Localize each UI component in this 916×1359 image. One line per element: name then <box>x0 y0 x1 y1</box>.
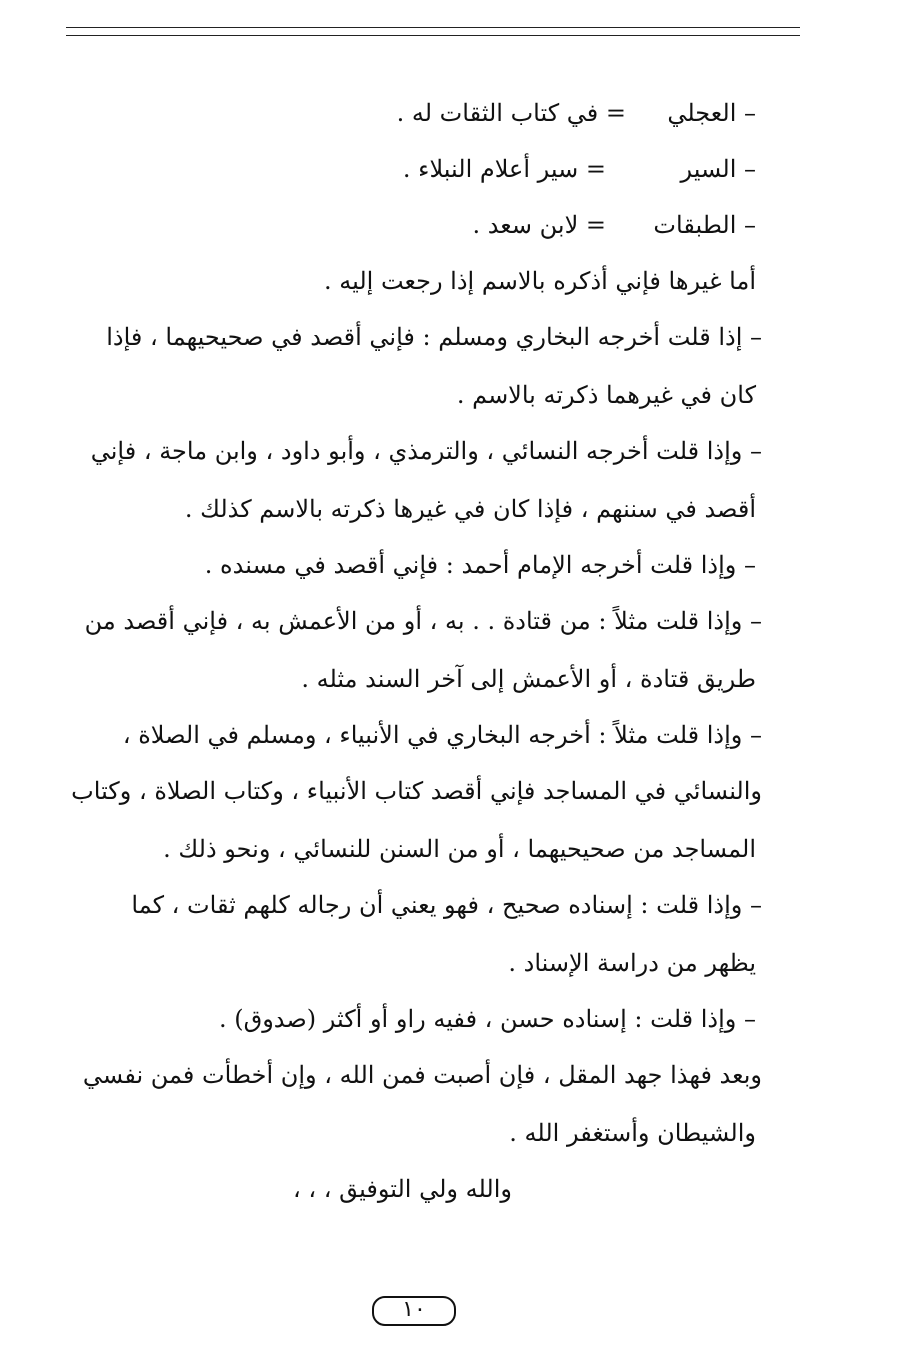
abbreviation-definition: = في كتاب الثقات له . <box>396 99 626 127</box>
abbreviation-term: – السير <box>680 155 756 183</box>
body-line: – وإذا قلت : إسناده حسن ، ففيه راو أو أكثر (صدوق) . <box>218 1005 756 1033</box>
body-line: والنسائي في المساجد فإني أقصد كتاب الأنبياء ، وكتاب الصلاة ، وكتاب <box>71 777 762 805</box>
abbreviation-definition: = سير أعلام النبلاء . <box>402 155 606 183</box>
abbreviation-row <box>320 98 756 128</box>
body-line: أقصد في سننهم ، فإذا كان في غيرها ذكرته بالاسم كذلك . <box>184 495 756 523</box>
body-line: والشيطان وأستغفر الله . <box>509 1119 756 1147</box>
body-line: المساجد من صحيحيهما ، أو من السنن للنسائي ، ونحو ذلك . <box>163 835 756 863</box>
body-line: كان في غيرهما ذكرته بالاسم . <box>456 381 756 409</box>
body-line: – وإذا قلت أخرجه النسائي ، والترمذي ، وأبو داود ، وابن ماجة ، فإني <box>90 437 762 465</box>
body-line: – إذا قلت أخرجه البخاري ومسلم : فإني أقصد في صحيحيهما ، فإذا <box>106 323 762 351</box>
abbreviation-row <box>320 154 756 184</box>
abbreviation-row <box>320 210 756 240</box>
abbreviation-definition: = لابن سعد . <box>472 211 606 239</box>
closing-line: والله ولي التوفيق ، ، ، <box>292 1175 512 1203</box>
body-line: – وإذا قلت مثلاً : من قتادة . . به ، أو من الأعمش به ، فإني أقصد من <box>84 607 762 635</box>
header-rule-top <box>66 27 800 28</box>
body-line: طريق قتادة ، أو الأعمش إلى آخر السند مثله . <box>301 665 756 693</box>
header-rule-bottom <box>66 35 800 36</box>
body-line: – وإذا قلت أخرجه الإمام أحمد : فإني أقصد في مسنده . <box>204 551 756 579</box>
body-line: أما غيرها فإني أذكره بالاسم إذا رجعت إليه . <box>323 267 756 295</box>
abbreviation-term: – الطبقات <box>653 211 756 239</box>
body-line: – وإذا قلت : إسناده صحيح ، فهو يعني أن رجاله كلهم ثقات ، كما <box>131 891 762 919</box>
abbreviation-term: – العجلي <box>667 99 756 127</box>
body-line: وبعد فهذا جهد المقل ، فإن أصبت فمن الله ، وإن أخطأت فمن نفسي <box>82 1061 762 1089</box>
body-line: – وإذا قلت مثلاً : أخرجه البخاري في الأنبياء ، ومسلم في الصلاة ، <box>122 721 762 749</box>
page-number: ١٠ <box>372 1296 456 1326</box>
body-line: يظهر من دراسة الإسناد . <box>508 949 756 977</box>
